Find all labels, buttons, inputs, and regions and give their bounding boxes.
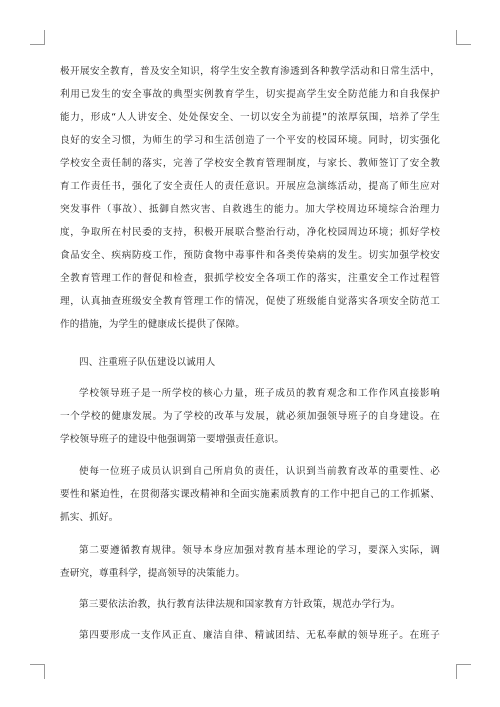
crop-mark-bottom-left — [30, 664, 45, 679]
text-line: 使每一位班子成员认识到自己所肩负的责任，认识到当前教育改革的重要性、必 — [79, 466, 440, 477]
text-line: 利用已发生的安全事故的典型实例教育学生，切实提高学生安全防范能力和自我保护 — [60, 89, 440, 100]
text-line: 能力，形成“人人讲安全、处处保安全、一切以安全为前提”的浓厚氛围，培养了学生 — [60, 112, 440, 123]
text-line: 要性和紧迫性，在贯彻落实课改精神和全面实施素质教育的工作中把自己的工作抓紧、 — [60, 489, 440, 500]
crop-mark-top-left — [30, 30, 45, 45]
text-line: 第二要遵循教育规律。领导本身应加强对教育基本理论的学习，要深入实际，调 — [79, 545, 440, 556]
text-line: 一个学校的健康发展。为了学校的改革与发展，就必须加强领导班子的自身建设。在 — [60, 411, 440, 422]
text-line: 第四要形成一支作风正直、廉洁自律、精诚团结、无私奉献的领导班子。在班子 — [79, 630, 440, 641]
crop-mark-bottom-right — [456, 664, 471, 679]
text-line: 度，争取所在村民委的支持，积极开展联合整治行动，净化校园周边环境；抓好学校 — [60, 227, 440, 238]
text-line: 全教育管理工作的督促和检查，狠抓学校安全各项工作的落实，注重安全工作过程管 — [60, 273, 440, 284]
text-line: 查研究，尊重科学，提高领导的决策能力。 — [60, 568, 246, 579]
text-line: 学校安全责任制的落实，完善了学校安全教育管理制度，与家长、教师签订了安全教 — [60, 158, 440, 169]
text-line: 突发事件（事故）、抵御自然灾害、自救逃生的能力。加大学校周边环境综合治理力 — [60, 204, 440, 215]
text-line: 抓实、抓好。 — [60, 512, 119, 523]
text-line: 第三要依法治教，执行教育法律法规和国家教育方针政策，规范办学行为。 — [79, 599, 401, 610]
text-line: 作的措施，为学生的健康成长提供了保障。 — [60, 319, 246, 330]
text-line: 理，认真抽查班级安全教育管理工作的情况，促使了班级能自觉落实各项安全防范工 — [60, 296, 440, 307]
text-line: 极开展安全教育，普及安全知识，将学生安全教育渗透到各种教学活动和日常生活中， — [60, 66, 440, 77]
section-heading: 四、注重班子队伍建设以诚用人 — [79, 357, 216, 368]
text-line: 学校领导班子是一所学校的核心力量，班子成员的教育观念和工作作风直接影响 — [79, 388, 440, 399]
text-line: 良好的安全习惯，为师生的学习和生活创造了一个平安的校园环境。同时，切实强化 — [60, 135, 440, 146]
text-line: 食品安全、疾病防疫工作，预防食物中毒事件和各类传染病的发生。切实加强学校安 — [60, 250, 440, 261]
crop-mark-top-right — [456, 30, 471, 45]
text-line: 育工作责任书，强化了安全责任人的责任意识。开展应急演练活动，提高了师生应对 — [60, 181, 440, 192]
text-line: 学校领导班子的建设中他强调第一要增强责任意识。 — [60, 434, 285, 445]
